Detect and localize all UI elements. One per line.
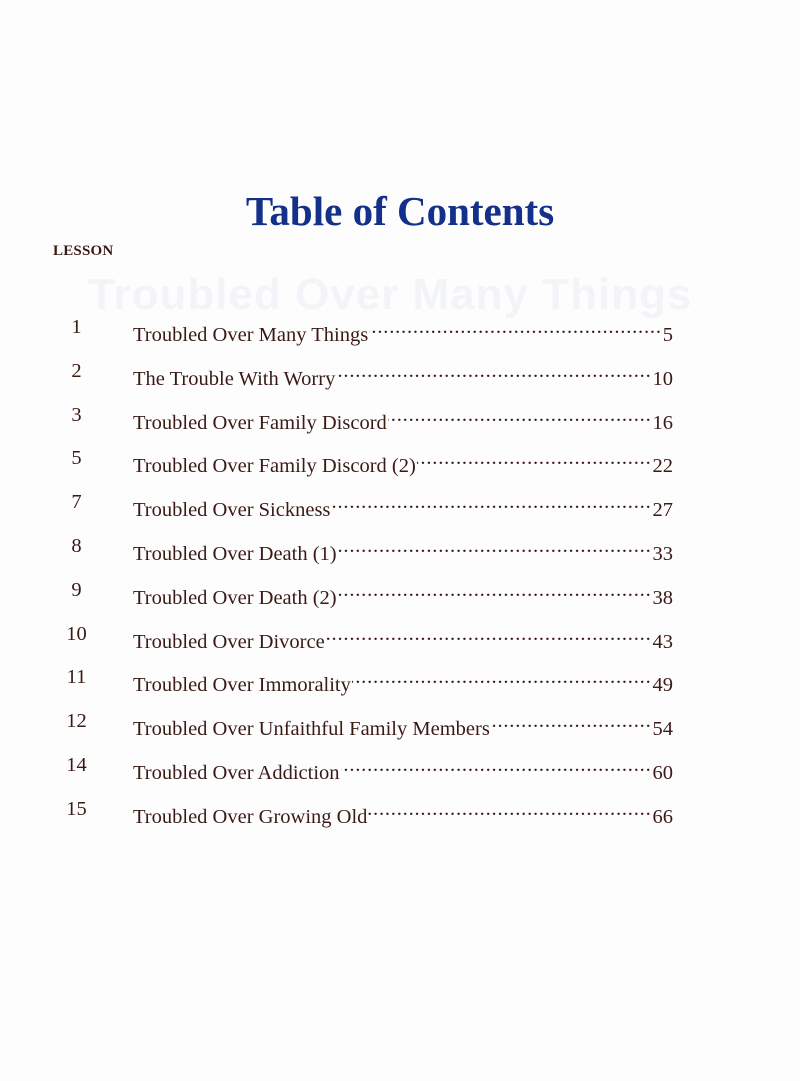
lesson-title: Troubled Over Addiction [133, 761, 340, 784]
toc-line [133, 532, 673, 568]
page-number: 54 [652, 718, 673, 741]
lesson-title: Troubled Over Family Discord (2) [133, 455, 416, 478]
lesson-title: Troubled Over Growing Old [133, 805, 368, 828]
dot-leader [368, 795, 651, 823]
page-number: 5 [662, 324, 673, 346]
toc-entry[interactable] [0, 401, 800, 445]
lesson-number: 1 [71, 316, 82, 338]
lesson-number: 2 [71, 359, 82, 382]
page-number: 49 [652, 674, 673, 697]
dot-leader [491, 707, 652, 735]
toc-line [133, 444, 673, 480]
toc-line [133, 576, 673, 612]
toc-entry[interactable] [0, 576, 800, 620]
dot-leader [341, 751, 652, 779]
lesson-title: Troubled Over Family Discord [133, 411, 387, 434]
page-number: 43 [652, 630, 673, 653]
lesson-number: 3 [71, 403, 82, 426]
lesson-title: Troubled Over Death (1) [133, 542, 337, 565]
dot-leader [369, 313, 662, 341]
dot-leader [326, 620, 652, 648]
lesson-number: 8 [71, 534, 82, 557]
table-of-contents [0, 313, 800, 839]
page-number: 38 [652, 586, 673, 609]
toc-entry[interactable] [0, 532, 800, 576]
toc-entry[interactable] [0, 313, 800, 357]
dot-leader [352, 663, 652, 691]
lesson-column-label: LESSON [53, 243, 114, 259]
page-number: 33 [652, 542, 673, 565]
page-number: 10 [652, 367, 673, 390]
toc-line [133, 707, 673, 743]
lesson-number: 9 [71, 578, 82, 601]
toc-entry[interactable] [0, 620, 800, 664]
lesson-number: 12 [66, 710, 87, 733]
lesson-title: Troubled Over Sickness [133, 499, 331, 522]
lesson-number: 11 [66, 666, 87, 689]
dot-leader [417, 444, 652, 472]
page-number: 22 [652, 455, 673, 478]
page-number: 16 [652, 411, 673, 434]
toc-entry[interactable] [0, 357, 800, 401]
toc-entry[interactable] [0, 444, 800, 488]
lesson-number: 7 [71, 491, 82, 514]
page-title: Table of Contents [245, 188, 555, 234]
toc-entry[interactable] [0, 795, 800, 839]
lesson-title: Troubled Over Divorce [133, 630, 325, 653]
toc-entry[interactable] [0, 488, 800, 532]
toc-line [133, 620, 673, 656]
page-number: 60 [652, 761, 673, 784]
lesson-number: 15 [66, 797, 87, 820]
show-through-heading: Troubled Over Many Things [88, 270, 693, 319]
toc-entry[interactable] [0, 663, 800, 707]
toc-line [133, 357, 673, 393]
page-number: 27 [652, 499, 673, 522]
lesson-number: 14 [66, 753, 87, 776]
toc-entry[interactable] [0, 707, 800, 751]
toc-line [133, 663, 673, 699]
toc-line [133, 751, 673, 787]
lesson-number: 5 [71, 447, 82, 470]
lesson-title: Troubled Over Unfaithful Family Members [133, 718, 490, 741]
page-number: 66 [652, 805, 673, 828]
dot-leader [338, 532, 652, 560]
lesson-title: Troubled Over Immorality [133, 674, 351, 697]
dot-leader [331, 488, 651, 516]
dot-leader [388, 401, 652, 429]
toc-entry[interactable] [0, 751, 800, 795]
toc-line [133, 795, 673, 831]
toc-line [133, 401, 673, 437]
toc-line [133, 488, 673, 524]
toc-line [133, 313, 673, 349]
lesson-title: Troubled Over Death (2) [133, 586, 337, 609]
lesson-title: The Trouble With Worry [133, 367, 336, 390]
dot-leader [338, 576, 652, 604]
lesson-title: Troubled Over Many Things [133, 324, 369, 346]
dot-leader [336, 357, 651, 385]
lesson-number: 10 [66, 622, 87, 645]
